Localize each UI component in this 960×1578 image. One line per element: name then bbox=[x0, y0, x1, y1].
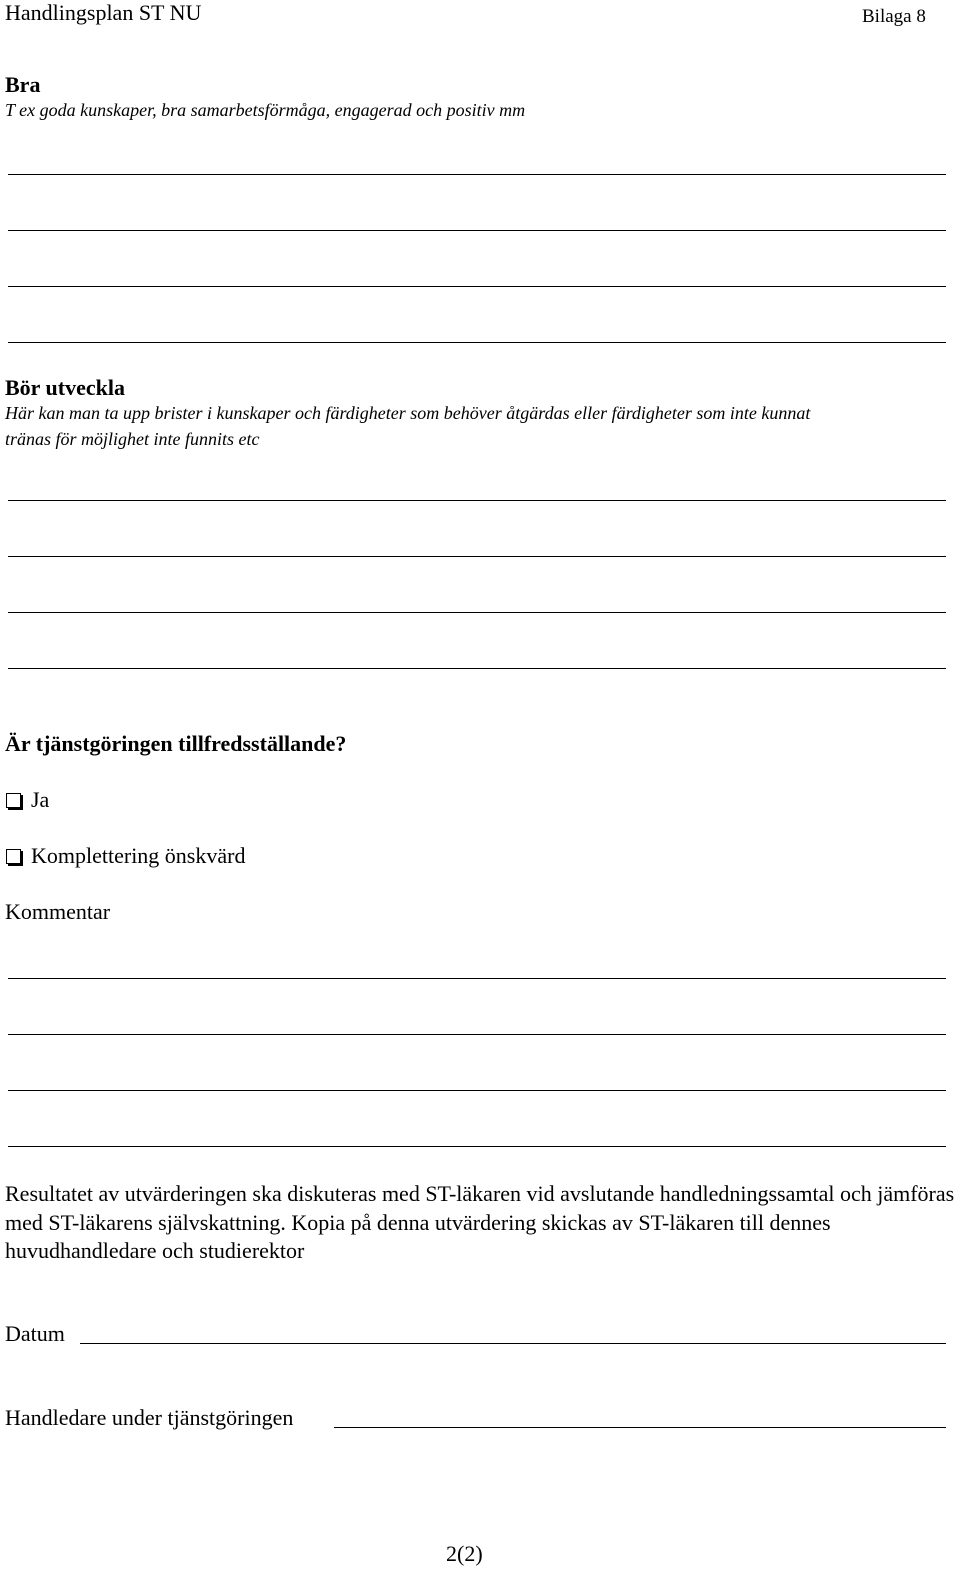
option-complement-label: Komplettering önskvärd bbox=[31, 843, 246, 868]
comment-line-2[interactable] bbox=[8, 1034, 946, 1035]
checkbox-complement[interactable] bbox=[6, 849, 21, 864]
section-hint-good: T ex goda kunskaper, bra samarbetsförmåga, engagerad och positiv mm bbox=[5, 100, 526, 120]
date-label: Datum bbox=[5, 1321, 65, 1346]
section-hint-improve-2: tränas för möjlighet inte funnits etc bbox=[5, 429, 260, 449]
question-satisfactory: Är tjänstgöringen tillfredsställande? bbox=[5, 731, 347, 756]
answer-line-improve-3[interactable] bbox=[8, 612, 946, 613]
section-heading-good: Bra bbox=[5, 72, 41, 97]
supervisor-line[interactable] bbox=[334, 1427, 946, 1428]
answer-line-good-3[interactable] bbox=[8, 286, 946, 287]
answer-line-improve-2[interactable] bbox=[8, 556, 946, 557]
closing-paragraph: Resultatet av utvärderingen ska diskuteras med ST-läkaren vid avslutande handledningssamtal och jämföras med ST-läkarens självskattning. Kopia på denna utvärdering skickas av ST-läkaren till dennes huvudhandledare och studierektor bbox=[5, 1181, 955, 1263]
option-yes-label: Ja bbox=[31, 787, 50, 812]
comment-line-1[interactable] bbox=[8, 978, 946, 979]
attachment-label: Bilaga 8 bbox=[862, 6, 926, 27]
answer-line-improve-4[interactable] bbox=[8, 668, 946, 669]
page-number: 2(2) bbox=[446, 1541, 483, 1566]
comment-line-3[interactable] bbox=[8, 1090, 946, 1091]
answer-line-good-4[interactable] bbox=[8, 342, 946, 343]
section-heading-improve: Bör utveckla bbox=[5, 375, 125, 400]
checkbox-yes[interactable] bbox=[6, 793, 21, 808]
document-title: Handlingsplan ST NU bbox=[5, 0, 202, 25]
supervisor-label: Handledare under tjänstgöringen bbox=[5, 1405, 294, 1430]
comment-line-4[interactable] bbox=[8, 1146, 946, 1147]
answer-line-improve-1[interactable] bbox=[8, 500, 946, 501]
answer-line-good-1[interactable] bbox=[8, 174, 946, 175]
comment-label: Kommentar bbox=[5, 899, 111, 924]
answer-line-good-2[interactable] bbox=[8, 230, 946, 231]
date-line[interactable] bbox=[80, 1343, 946, 1344]
section-hint-improve-1: Här kan man ta upp brister i kunskaper och färdigheter som behöver åtgärdas eller färdigheter som inte kunnat bbox=[5, 403, 811, 423]
